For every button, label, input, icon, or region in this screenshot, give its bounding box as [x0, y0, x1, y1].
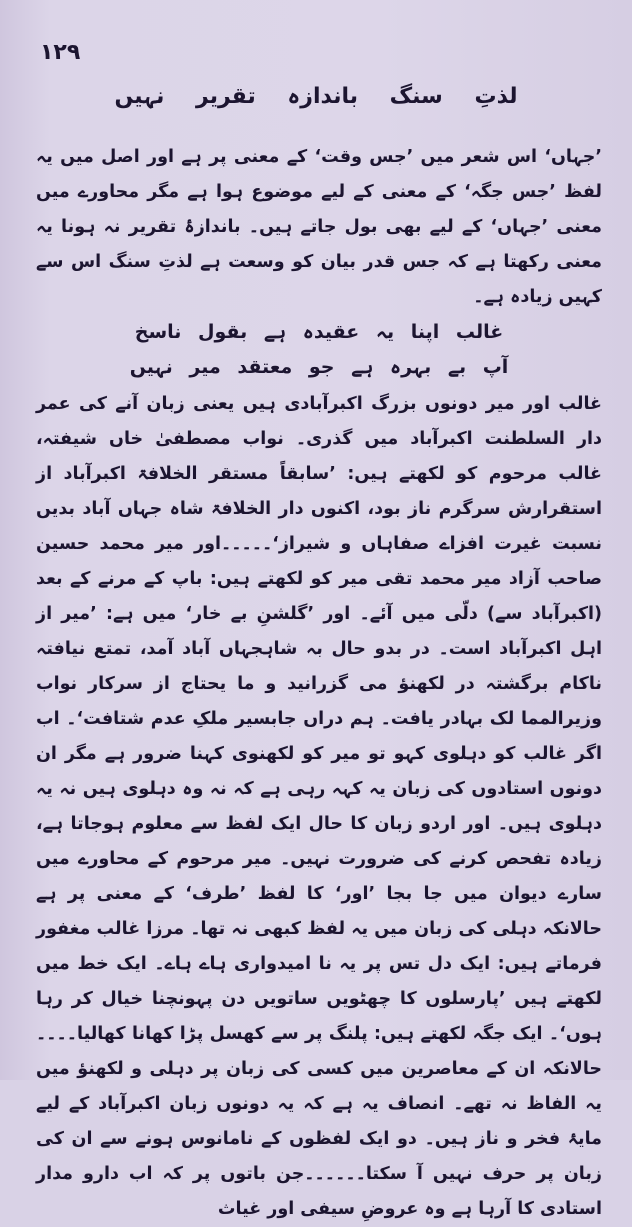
verse-heading: لذتِ سنگ باندازہ تقریر نہیں — [114, 84, 518, 109]
verse-line-2: آپ بے بہرہ ہے جو معتقد میر نہیں — [129, 356, 509, 378]
verse-line-1: غالب اپنا یہ عقیدہ ہے بقول ناسخ — [134, 321, 504, 343]
page-number: ۱۲۹ — [40, 40, 81, 65]
discussion-paragraph: غالب اور میر دونوں بزرگ اکبرآبادی ہیں یعنی زبان آنے کی عمر دار السلطنت اکبرآباد میں گذری۔ نواب مصطفیٰ خاں شیفتہ، غالب مرحوم کو لکھتے ہیں: ’سابقاً مستقر الخلافۃ اکبرآباد از استقرارش سرگرم ناز بود، اکنوں دار الخلافۃ شاہ جہاں آباد بدیں نسبت غیرت افزاے صفاہاں و شیراز‘۔۔۔۔۔اور میر محمد حسین صاحب آزاد میر محمد تقی میر کو لکھتے ہیں: باپ کے مرنے کے بعد (اکبرآباد سے) دلّی میں آئے۔ اور ’گلشنِ بے خار‘ میں ہے: ’میر از اہل اکبرآباد است۔ در بدو حال بہ شاہجہاں آباد آمد، تمتع نیافتہ ناکام برگشتہ در لکھنؤ می گزرانید و ما یحتاج از سرکار نواب وزیرالمما لک بہادر یافت۔ ہم دراں جابسیر ملکِ عدم شتافت‘۔ اب اگر غالب کو دہلوی کہو تو میر کو لکھنوی کہنا ضرور ہے مگر ان دونوں استادوں کی زبان یہ کہہ رہی ہے کہ نہ وہ دہلوی ہیں نہ یہ دہلوی ہیں۔ اور اردو زبان کا حال ایک لفظ سے معلوم ہوجاتا ہے، زیادہ تفحص کرنے کی ضرورت نہیں۔ میر مرحوم کے محاورے میں سارے دیوان میں جا بجا ’اور‘ کا لفظ ’طرف‘ کے معنی پر ہے حالانکہ دہلی کی زبان میں یہ لفظ کبھی نہ تھا۔ مرزا غالب مغفور فرماتے ہیں: ایک دل تس پر یہ نا امیدواری ہاے ہاے۔ ایک خط میں لکھتے ہیں ’پارسلوں کا چھٹویں ساتویں دن پہونچنا خیال کر رہا ہوں‘۔ ایک جگہ لکھتے ہیں: پلنگ پر سے کھسل پڑا کھانا کھالیا۔۔۔۔ حالانکہ ان کے معاصرین میں کسی کی زبان پر دہلی و لکھنؤ میں یہ الفاظ نہ تھے۔ انصاف یہ ہے کہ یہ دونوں زبان اکبرآباد کے لیے مایۂ فخر و ناز ہیں۔ دو ایک لفظوں کے نامانوس ہونے سے ان کی زبان پر حرف نہیں آ سکتا۔۔۔۔۔۔جن باتوں پر کہ اب دارو مدار استادی کا آرہا ہے وہ عروضِ سیفی اور غیاث — [36, 394, 602, 1219]
page-body — [36, 140, 602, 1227]
commentary-paragraph: ’جہاں‘ اس شعر میں ’جس وقت‘ کے معنی پر ہے اور اصل میں یہ لفظ ’جس جگہ‘ کے معنی کے لیے موضوع ہوا ہے مگر محاورے میں معنی ’جہاں‘ کے لیے بھی بول جاتے ہیں۔ باندازۂ تقریر نہ ہونا یہ معنی رکھتا ہے کہ جس قدر بیان کو وسعت ہے لذتِ سنگ اس سے کہیں زیادہ ہے۔ — [36, 147, 602, 307]
